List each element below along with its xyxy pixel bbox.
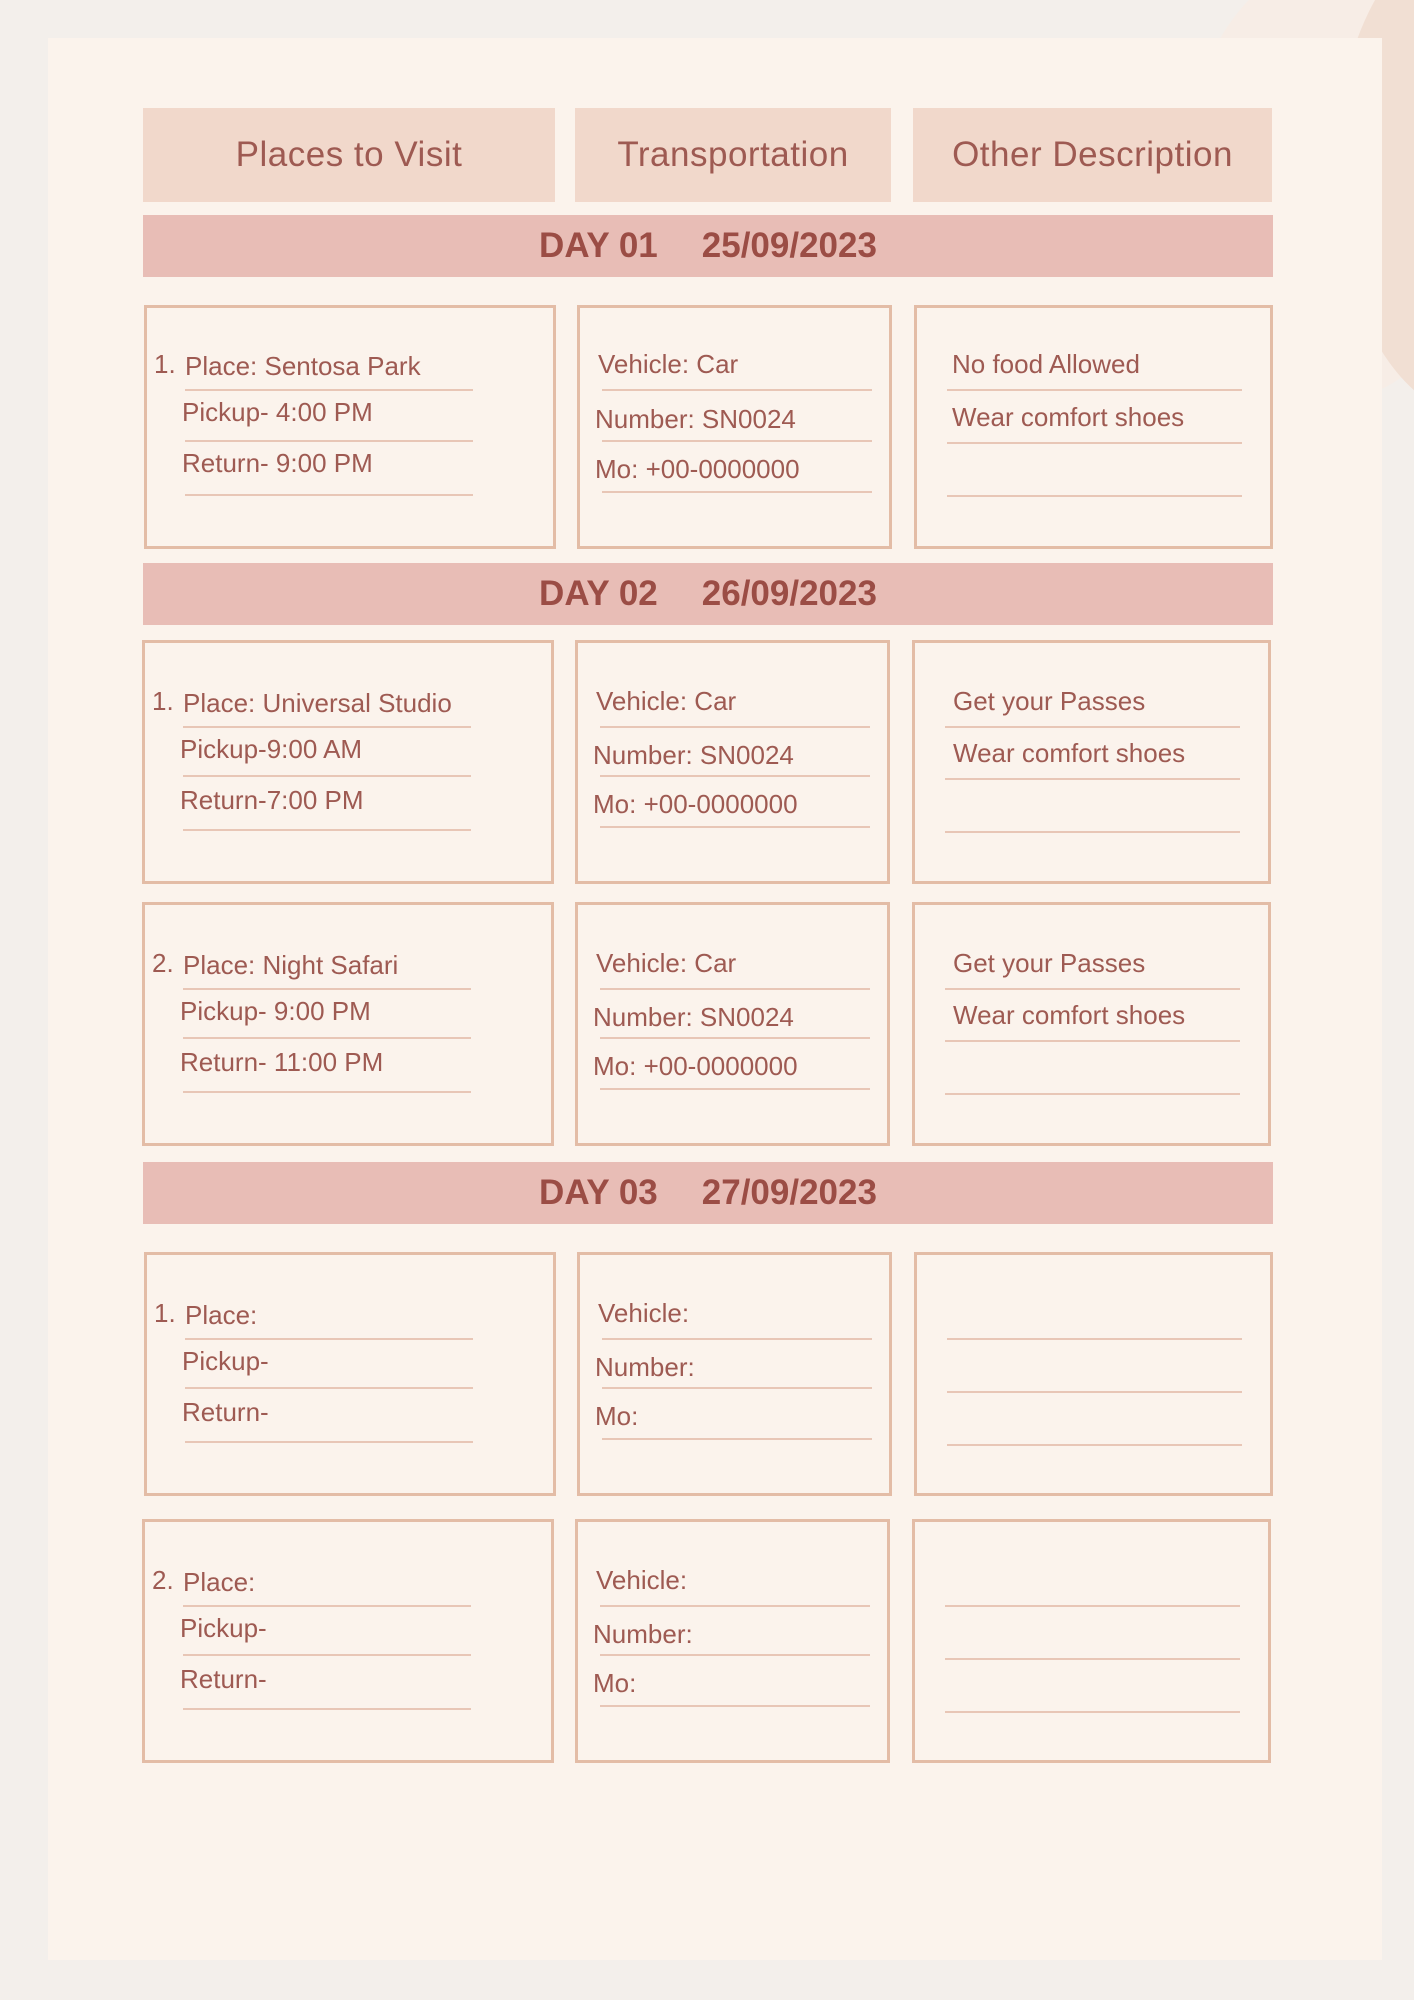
notes-card-day2-1 xyxy=(912,640,1271,884)
place-card-day2-2 xyxy=(142,902,554,1146)
underline xyxy=(600,988,870,990)
mobile-text: Mo: +00-0000000 xyxy=(595,454,800,484)
vehicle-text: Vehicle: xyxy=(596,1565,688,1595)
underline xyxy=(602,1387,872,1389)
underline xyxy=(600,1705,870,1707)
day-banner-03 xyxy=(143,1162,1273,1224)
number-text: Number: xyxy=(595,1352,695,1382)
underline xyxy=(947,389,1242,391)
underline xyxy=(945,1093,1240,1095)
place-card-day3-1 xyxy=(144,1252,556,1496)
underline xyxy=(183,775,471,777)
notes-card-day3-2 xyxy=(912,1519,1271,1763)
underline xyxy=(600,726,870,728)
vehicle-text: Vehicle: Car xyxy=(596,948,737,978)
pickup-text: Pickup- 9:00 PM xyxy=(180,996,371,1026)
place-text: Place: Sentosa Park xyxy=(185,351,421,381)
header-other-description: Other Description xyxy=(913,108,1272,202)
transport-card-day3-1 xyxy=(577,1252,892,1496)
vehicle-text: Vehicle: xyxy=(598,1298,690,1328)
underline xyxy=(600,1037,870,1039)
underline xyxy=(602,1438,872,1440)
underline xyxy=(947,1391,1242,1393)
note-text: Wear comfort shoes xyxy=(952,402,1185,432)
underline xyxy=(185,389,473,391)
underline xyxy=(183,1091,471,1093)
underline xyxy=(183,1037,471,1039)
return-text: Return-7:00 PM xyxy=(180,785,364,815)
number-text: Number: xyxy=(593,1619,693,1649)
mobile-text: Mo: xyxy=(593,1668,637,1698)
underline xyxy=(602,491,872,493)
underline xyxy=(947,1444,1242,1446)
underline xyxy=(183,988,471,990)
underline xyxy=(945,831,1240,833)
day-banner-01 xyxy=(143,215,1273,277)
return-text: Return- xyxy=(180,1664,267,1694)
return-text: Return- 9:00 PM xyxy=(182,448,373,478)
vehicle-text: Vehicle: Car xyxy=(596,686,737,716)
note-text: Wear comfort shoes xyxy=(953,738,1186,768)
place-text: Place: xyxy=(183,1567,256,1597)
day-date: 27/09/2023 xyxy=(701,1173,877,1212)
item-number: 1. xyxy=(152,686,174,716)
day-label: DAY 03 xyxy=(539,1173,658,1212)
vehicle-text: Vehicle: Car xyxy=(598,349,739,379)
day-date: 26/09/2023 xyxy=(701,574,877,613)
place-card-day2-1 xyxy=(142,640,554,884)
mobile-text: Mo: +00-0000000 xyxy=(593,1051,798,1081)
item-number: 1. xyxy=(154,349,176,379)
transport-card-day1-1 xyxy=(577,305,892,549)
transport-card-day3-2 xyxy=(575,1519,890,1763)
underline xyxy=(945,1605,1240,1607)
mobile-text: Mo: xyxy=(595,1401,639,1431)
day-label: DAY 02 xyxy=(539,574,658,613)
notes-card-day3-1 xyxy=(914,1252,1273,1496)
underline xyxy=(183,1708,471,1710)
day-label: DAY 01 xyxy=(539,226,658,265)
underline xyxy=(183,1605,471,1607)
underline xyxy=(600,1654,870,1656)
underline xyxy=(185,1387,473,1389)
underline xyxy=(185,440,473,442)
place-text: Place: Universal Studio xyxy=(183,688,452,718)
underline xyxy=(185,494,473,496)
underline xyxy=(185,1338,473,1340)
pickup-text: Pickup-9:00 AM xyxy=(180,734,363,764)
pickup-text: Pickup- 4:00 PM xyxy=(182,397,373,427)
underline xyxy=(947,1338,1242,1340)
item-number: 1. xyxy=(154,1298,176,1328)
underline xyxy=(947,495,1242,497)
underline xyxy=(600,1088,870,1090)
number-text: Number: SN0024 xyxy=(593,1002,794,1032)
underline xyxy=(183,829,471,831)
underline xyxy=(945,778,1240,780)
underline xyxy=(945,726,1240,728)
day-banner-02 xyxy=(143,563,1273,625)
pickup-text: Pickup- xyxy=(182,1346,269,1376)
underline xyxy=(945,1040,1240,1042)
mobile-text: Mo: +00-0000000 xyxy=(593,789,798,819)
underline xyxy=(945,1711,1240,1713)
day-date: 25/09/2023 xyxy=(701,226,877,265)
underline xyxy=(600,1605,870,1607)
place-card-day1-1 xyxy=(144,305,556,549)
transport-card-day2-2 xyxy=(575,902,890,1146)
notes-card-day2-2 xyxy=(912,902,1271,1146)
underline xyxy=(947,442,1242,444)
underline xyxy=(185,1441,473,1443)
underline xyxy=(600,826,870,828)
note-text: Get your Passes xyxy=(953,686,1146,716)
number-text: Number: SN0024 xyxy=(595,404,796,434)
return-text: Return- xyxy=(182,1397,269,1427)
transport-card-day2-1 xyxy=(575,640,890,884)
place-card-day3-2 xyxy=(142,1519,554,1763)
note-text: No food Allowed xyxy=(952,349,1140,379)
underline xyxy=(600,775,870,777)
underline xyxy=(945,988,1240,990)
underline xyxy=(602,1338,872,1340)
header-places-to-visit: Places to Visit xyxy=(143,108,555,202)
header-transportation: Transportation xyxy=(575,108,891,202)
underline xyxy=(183,1654,471,1656)
return-text: Return- 11:00 PM xyxy=(180,1047,384,1077)
item-number: 2. xyxy=(152,948,174,978)
underline xyxy=(602,389,872,391)
number-text: Number: SN0024 xyxy=(593,740,794,770)
note-text: Wear comfort shoes xyxy=(953,1000,1186,1030)
underline xyxy=(183,726,471,728)
item-number: 2. xyxy=(152,1565,174,1595)
notes-card-day1-1 xyxy=(914,305,1273,549)
underline xyxy=(945,1658,1240,1660)
note-text: Get your Passes xyxy=(953,948,1146,978)
place-text: Place: xyxy=(185,1300,258,1330)
underline xyxy=(602,440,872,442)
place-text: Place: Night Safari xyxy=(183,950,399,980)
pickup-text: Pickup- xyxy=(180,1613,267,1643)
